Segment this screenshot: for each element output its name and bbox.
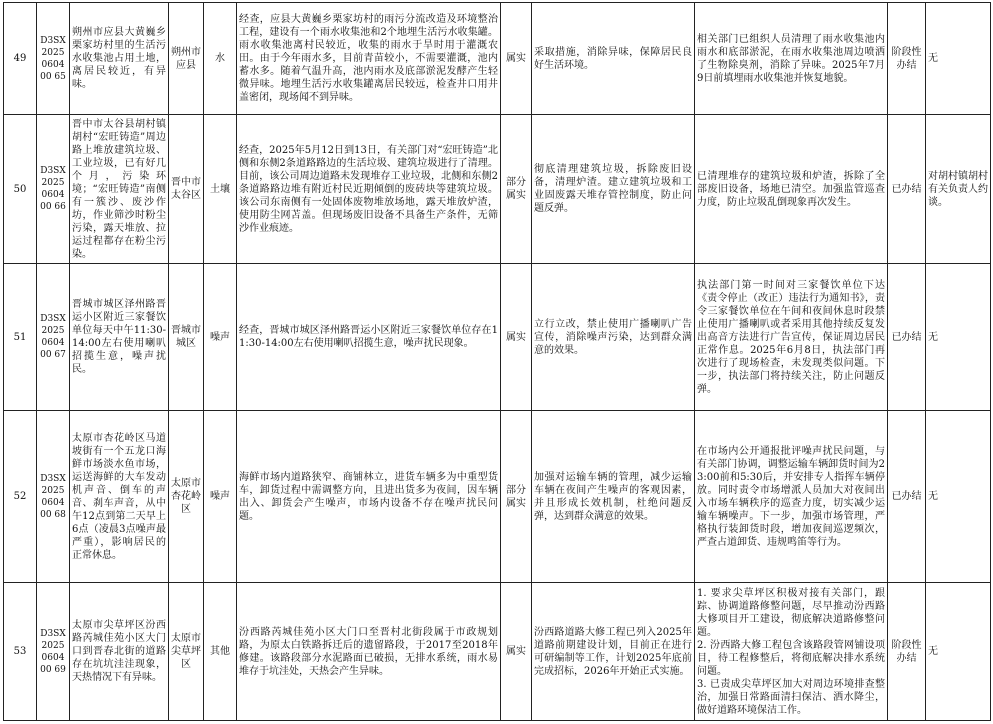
row-status: 阶段性办结 (888, 583, 926, 721)
row-type: 其他 (204, 583, 237, 721)
table-row (4, 583, 991, 721)
row-goal: 彻底清理建筑垃圾，拆除废旧设备，清理炉渣。建立建筑垃圾和工业固废露天堆存管控制度，防止问题反弹。 (532, 115, 695, 264)
row-status: 已办结 (888, 115, 926, 264)
row-type: 噪声 (204, 264, 237, 411)
table-body (4, 3, 991, 721)
row-code: D3SX2025060400 68 (37, 411, 70, 583)
row-code: D3SX2025060400 67 (37, 264, 70, 411)
row-code: D3SX2025060400 66 (37, 115, 70, 264)
row-goal: 立行立改，禁止使用广播喇叭广告宣传，消除噪声污染，达到群众满意的效果。 (532, 264, 695, 411)
row-complaint: 太原市尖草坪区汾西路芮城佳苑小区大门口到晋春北街的道路存在坑坑洼洼现象，天热情况下有异味。 (70, 583, 169, 721)
row-code: D3SX2025060400 65 (37, 3, 70, 115)
row-investigation: 经查，晋城市城区泽州路晋运小区附近三家餐饮单位存在11:30-14:00左右使用喇叭招揽生意，噪声扰民现象。 (237, 264, 501, 411)
row-seq: 53 (4, 583, 37, 721)
row-complaint: 晋城市城区泽州路晋运小区附近三家餐饮单位每天中午11:30-14:00左右使用喇叭招揽生意，噪声扰民。 (70, 264, 169, 411)
row-measures: 执法部门第一时间对三家餐饮单位下达《责令停止（改正）违法行为通知书》，责令三家餐饮单位在午间和夜间休息时段禁止使用广播喇叭或者采用其他持续反复发出高音方法进行广告宣传，保证周边居民正常作息。2025年6月8日，执法部门再次进行了现场检查，未发现类似问题。下一步，执法部门将持续关注，防止问题反弹。 (695, 264, 888, 411)
row-investigation: 汾西路芮城佳苑小区大门口至晋村北街段属于市政规划路，为原太白铁路拆迁后的遗留路段，于2017至2018年修建。该路段部分水泥路面已破损，无排水系统，雨水易堆存于坑洼处，天热会产生异味。 (237, 583, 501, 721)
row-seq: 50 (4, 115, 37, 264)
table-row (4, 115, 991, 264)
row-investigation: 经查，2025年5月12日到13日，有关部门对“宏旺铸造”北侧和东侧2条道路路边的生活垃圾、建筑垃圾进行了清理。目前，该公司周边道路未发现堆存工业垃圾，北侧和东侧2条道路路边堆有附近村民近期倾倒的废砖块等建筑垃圾。该公司东南侧有一处固体废物堆放场地，露天堆放炉渣，使用防尘网苫盖。但现场废旧设备不具备生产条件，无筛沙作业痕迹。 (237, 115, 501, 264)
row-verdict: 属实 (501, 3, 532, 115)
row-seq: 49 (4, 3, 37, 115)
row-area: 太原市杏花岭区 (169, 411, 204, 583)
row-area: 晋中市太谷区 (169, 115, 204, 264)
row-investigation: 经查，应县大黄巍乡栗家坊村的雨污分流改造及环境整治工程，建设有一个雨水收集池和2个地埋生活污水收集罐。雨水收集池离村民较近，收集的雨水于旱时用于灌溉农田。由于今年雨水多，目前青苗较小，不需要灌溉，池内蓄水多。随着气温升高，池内雨水及底部淤泥发酵产生轻微异味。地埋生活污水收集罐离居民较远，检查井口用井盖密闭，现场闻不到异味。 (237, 3, 501, 115)
row-complaint: 晋中市太谷县胡村镇胡村“宏旺铸造”周边路上堆放建筑垃圾、工业垃圾，已有好几个月，污染环境；“宏旺铸造”南侧有一簇沙、废沙作坊，作业筛沙时粉尘污染，露天堆放、拉运过程都存在粉尘污染。 (70, 115, 169, 264)
row-code: D3SX2025060400 69 (37, 583, 70, 721)
row-goal: 加强对运输车辆的管理，减少运输车辆在夜间产生噪声的客观因素，并且形成长效机制，杜绝问题反弹，达到群众满意的效果。 (532, 411, 695, 583)
row-verdict: 部分属实 (501, 115, 532, 264)
row-measures: 1. 要求尖草坪区积极对接有关部门，跟踪、协调道路修整问题，尽早推动汾西路大修项目开工建设，彻底解决道路修整问题。 2. 汾西路大修工程包含该路段管网铺设项目，待工程修整后，将彻底解决排水系统问题。 3. 已责成尖草坪区加大对周边环境排查整治，加强日常路面清扫保洁、洒水降尘，做好道路环境保洁工作。 (695, 583, 888, 721)
row-type: 水 (204, 3, 237, 115)
row-type: 土壤 (204, 115, 237, 264)
row-measures: 在市场内公开通报批评噪声扰民问题，与有关部门协调，调整运输车辆卸货时间为23:00前和5:30后，并安排专人指挥车辆停放。同时责令市场增派人员加大对夜间出入市场车辆秩序的巡查力度，切实减少运输车辆噪声。下一步，加强市场管理，严格执行装卸货时段，增加夜间巡逻频次，严查占道卸货、违规鸣笛等行为。 (695, 411, 888, 583)
table-row (4, 411, 991, 583)
row-accountability: 无 (926, 264, 991, 411)
table-row (4, 264, 991, 411)
row-measures: 已清理堆存的建筑垃圾和炉渣，拆除了全部废旧设备，场地已清空。加强监管巡查力度，防止垃圾乱倒现象再次发生。 (695, 115, 888, 264)
row-area: 晋城市城区 (169, 264, 204, 411)
row-measures: 相关部门已组织人员清理了雨水收集池内雨水和底部淤泥，在雨水收集池周边喷洒了生物除臭剂，消除了异味。2025年7月9日前填埋雨水收集池并恢复地貌。 (695, 3, 888, 115)
complaint-table (3, 2, 991, 721)
row-accountability: 无 (926, 411, 991, 583)
row-seq: 51 (4, 264, 37, 411)
row-goal: 汾西路道路大修工程已列入2025年道路前期建设计划，目前正在进行可研编制等工作，计划2025年底前完成招标，2026年开始正式实施。 (532, 583, 695, 721)
row-area: 朔州市应县 (169, 3, 204, 115)
row-type: 噪声 (204, 411, 237, 583)
row-complaint: 朔州市应县大黄巍乡栗家坊村里的生活污水收集池占用土地，离居民较近，有异味。 (70, 3, 169, 115)
table-row (4, 3, 991, 115)
row-verdict: 部分属实 (501, 411, 532, 583)
row-verdict: 属实 (501, 264, 532, 411)
row-accountability: 无 (926, 583, 991, 721)
row-complaint: 太原市杏花岭区马道坡街有一个五龙口海鲜市场淡水鱼市场，运送海鲜的大车发动机声音、倒车的声音、刹车声音，从中午12点到第二天早上6点（凌晨3点噪声最严重），影响居民的正常休息。 (70, 411, 169, 583)
row-status: 阶段性办结 (888, 3, 926, 115)
row-accountability: 对胡村镇胡村有关负责人约谈。 (926, 115, 991, 264)
row-status: 已办结 (888, 264, 926, 411)
row-area: 太原市尖草坪区 (169, 583, 204, 721)
row-seq: 52 (4, 411, 37, 583)
row-investigation: 海鲜市场内道路狭窄、商铺林立，进货车辆多为中重型货车，卸货过程中需调整方向，且进出货多为夜间，因车辆出入、卸货会产生噪声，市场内设备不存在噪声扰民问题。 (237, 411, 501, 583)
row-accountability: 无 (926, 3, 991, 115)
row-goal: 采取措施，消除异味，保障居民良好生活环境。 (532, 3, 695, 115)
row-verdict: 属实 (501, 583, 532, 721)
row-status: 已办结 (888, 411, 926, 583)
